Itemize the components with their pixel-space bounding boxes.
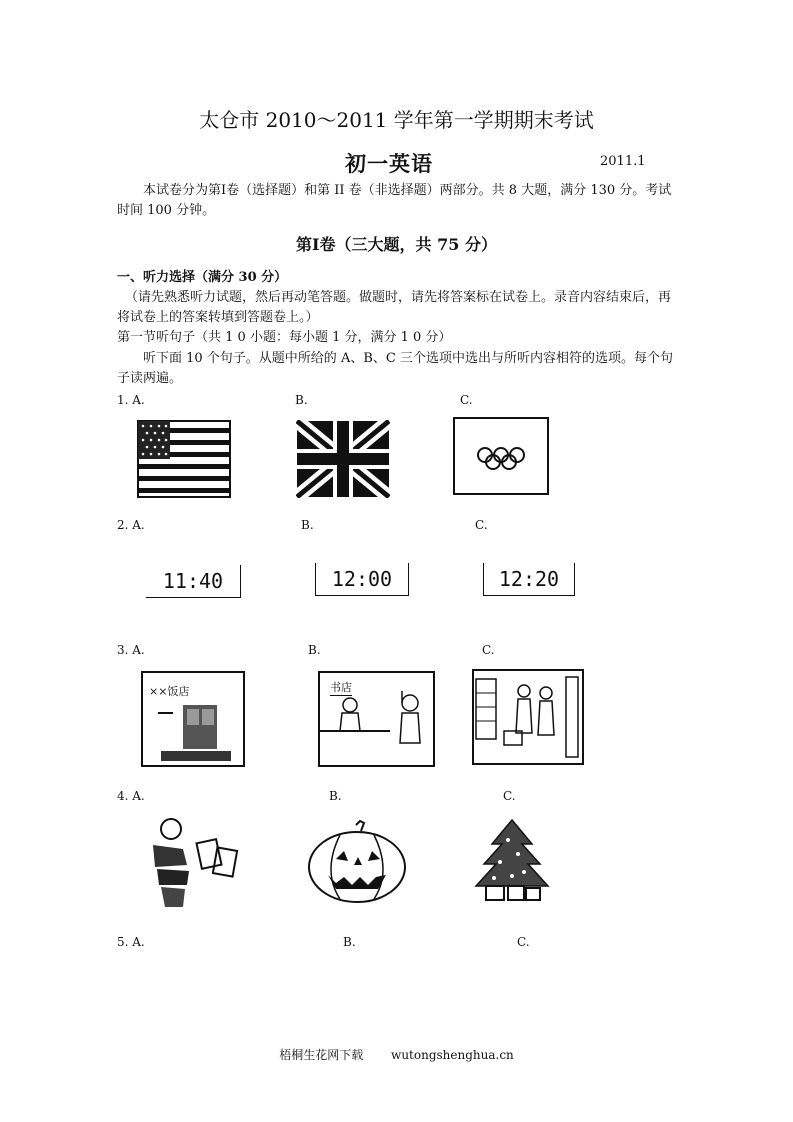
intro-text: 本试卷分为第Ⅰ卷（选择题）和第 II 卷（非选择题）两部分。共 8 大题，满分 130 分。考试时间 100 分钟。 (117, 183, 672, 218)
usa-flag-icon (137, 420, 231, 498)
footer-site-name: 梧桐生花网下载 (279, 1048, 364, 1062)
exam-title: 太仓市 2010～2011 学年第一学期期末考试 (199, 108, 594, 132)
section-heading: 一、听力选择（满分 30 分） (117, 270, 288, 285)
q3-option-b-label: B. (308, 643, 321, 657)
exam-date: 2011.1 (600, 154, 646, 169)
q3-option-a-label: 3. A. (117, 643, 145, 657)
q5-option-c-label: C. (517, 935, 530, 949)
clock-option-a: 11:40 (146, 565, 241, 598)
supermarket-scene-image (472, 669, 584, 765)
hotel-sign-label: ××饭店 (149, 685, 190, 698)
part1-title: 第Ⅰ卷（三大题，共 75 分） (296, 235, 497, 254)
subject-title: 初一英语 (345, 151, 433, 176)
section-instruction: 听下面 10 个句子。从题中所给的 A、B、C 三个选项中选出与所听内容相符的选项。每个句子读两遍。 (117, 351, 673, 386)
q1-option-b-label: B. (295, 393, 308, 407)
q2-option-b-label: B. (301, 518, 314, 532)
q2-option-c-label: C. (475, 518, 488, 532)
section-note: （请先熟悉听力试题，然后再动笔答题。做题时，请先将答案标在试卷上。录音内容结束后，再将试卷上的答案转填到答题卷上。） (117, 290, 672, 325)
uk-flag-icon (296, 420, 390, 498)
footer-url-link[interactable]: wutongshenghua.cn (391, 1048, 514, 1062)
q5-option-b-label: B. (343, 935, 356, 949)
clock-option-c: 12:20 (483, 563, 575, 596)
page-footer (0, 1046, 793, 1063)
q4-option-a-label: 4. A. (117, 789, 145, 803)
q3-option-c-label: C. (482, 643, 495, 657)
q4-option-b-label: B. (329, 789, 342, 803)
q4-option-c-label: C. (503, 789, 516, 803)
christmas-tree-icon (472, 818, 552, 904)
firecrackers-icon (143, 815, 243, 911)
hotel-sign-image (141, 671, 245, 767)
olympic-flag-icon (453, 417, 549, 495)
q1-option-a-label: 1. A. (117, 393, 145, 407)
q5-option-a-label: 5. A. (117, 935, 145, 949)
subsection-title: 第一节听句子（共 1 0 小题：每小题 1 分，满分 1 0 分） (117, 330, 452, 345)
bookshop-sign-label: 书店 (330, 681, 352, 694)
q2-option-a-label: 2. A. (117, 518, 145, 532)
bookshop-scene-image (318, 671, 435, 767)
clock-option-b: 12:00 (315, 563, 409, 596)
pumpkin-icon (306, 819, 408, 905)
q1-option-c-label: C. (460, 393, 473, 407)
